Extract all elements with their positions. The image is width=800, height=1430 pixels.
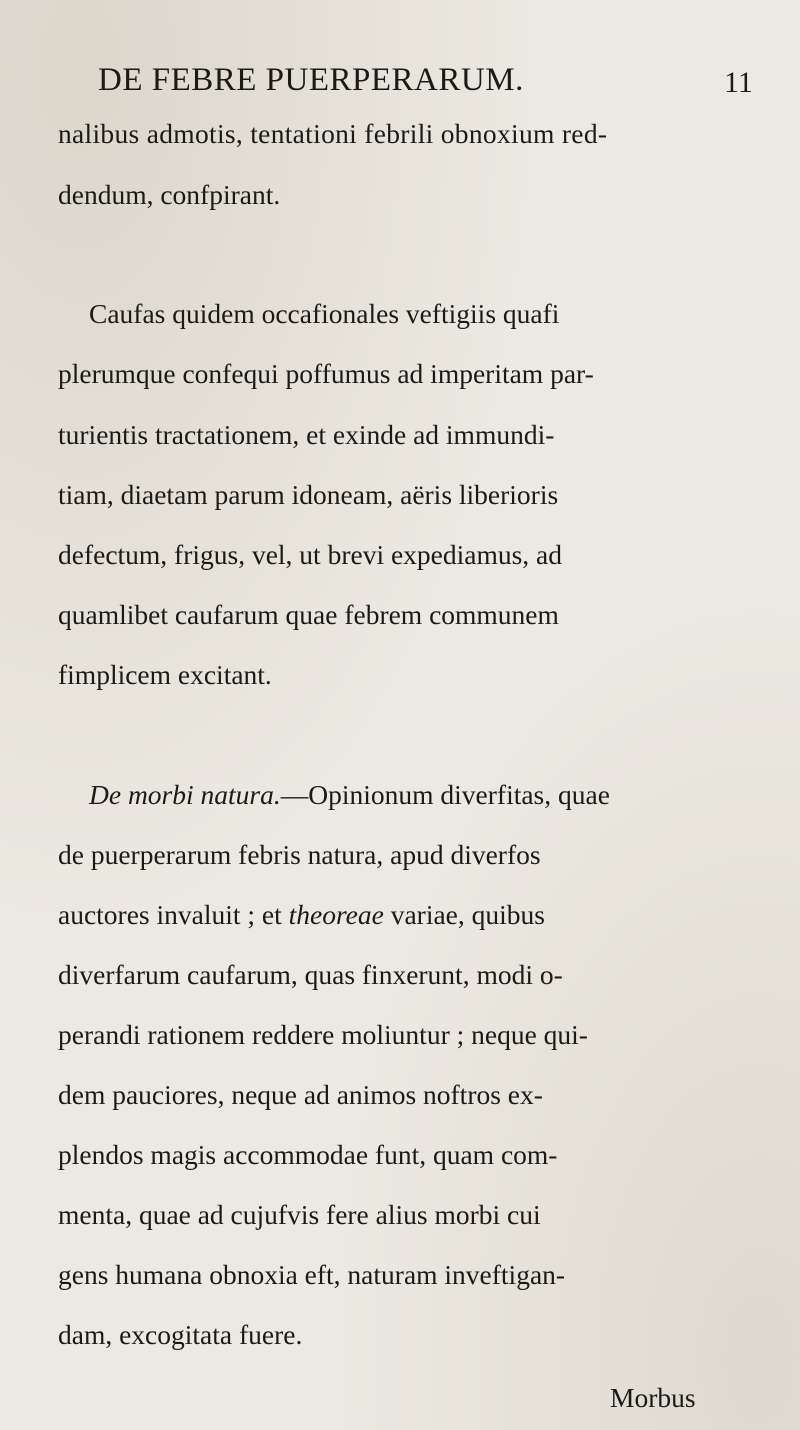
text-line: nalibus admotis, tentationi febrili obnoxium red-	[58, 118, 608, 149]
section-heading: De morbi natura.	[89, 779, 281, 810]
text-line: dendum, confpirant.	[58, 179, 281, 210]
text-span: ; et	[247, 899, 282, 930]
text-line: perandi rationem reddere moliuntur ; neque qui-	[58, 1019, 588, 1050]
text-line: menta, quae ad cujufvis fere alius morbi cui	[58, 1199, 541, 1230]
text-line: plendos magis accommodae funt, quam com-	[58, 1139, 558, 1170]
text-span: variae, quibus	[390, 899, 545, 930]
page-number: 11	[724, 66, 753, 99]
text-line: gens humana obnoxia eft, naturam inveftigan-	[58, 1259, 566, 1290]
text-line: turientis tractationem, et exinde ad immundi-	[58, 419, 555, 450]
text-line: dem pauciores, neque ad animos noftros ex-	[58, 1079, 543, 1110]
text-line: defectum, frigus, vel, ut brevi expediamus, ad	[58, 539, 563, 570]
catchword: Morbus	[610, 1382, 696, 1413]
text-line: dam, excogitata fuere.	[58, 1319, 303, 1350]
text-line: quamlibet caufarum quae febrem communem	[58, 599, 559, 630]
text-line	[58, 901, 545, 929]
running-head: DE FEBRE PUERPERARUM.	[98, 62, 524, 98]
italic-term: theoreae	[288, 899, 384, 930]
section-heading-line	[89, 781, 610, 809]
text-span: auctores invaluit	[58, 899, 241, 930]
text-line: fimplicem excitant.	[58, 659, 272, 690]
text-line: tiam, diaetam parum idoneam, aëris liberioris	[58, 479, 559, 510]
text-line: de puerperarum febris natura, apud diverfos	[58, 839, 541, 870]
text-line: plerumque confequi poffumus ad imperitam par-	[58, 358, 594, 389]
text-span: —Opinionum diverfitas, quae	[280, 779, 610, 810]
text-line: diverfarum caufarum, quas finxerunt, modi o-	[58, 959, 563, 990]
paragraph-start-line: Caufas quidem occafionales veftigiis quafi	[89, 298, 560, 329]
